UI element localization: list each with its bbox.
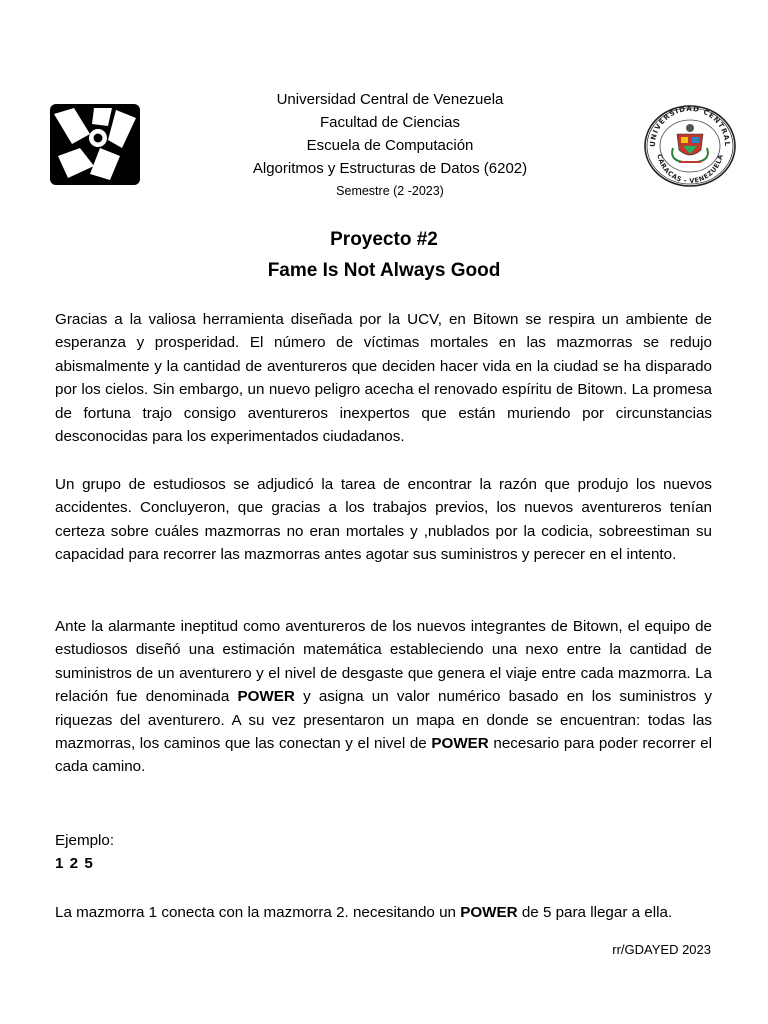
power-term: POWER — [237, 688, 295, 706]
footer-credit: rr/GDAYED 2023 — [612, 942, 711, 957]
paragraph-3-part-b: y asigna un valor numérico basado en los suministros y riquezas del aventurero. A su vez presentaron un mapa en donde se encuentran: todas las mazmorras, los caminos que las conectan y el nivel de — [55, 688, 712, 753]
power-term: POWER — [431, 735, 489, 753]
document-header — [160, 88, 620, 202]
semester-label: Semestre (2 -2023) — [336, 184, 444, 198]
paragraph-3-part-a: Ante la alarmante ineptitud como aventureros de los nuevos integrantes de Bitown, el equipo de estudiosos diseñó una estimación matemática estableciendo una nexo entre la cantidad de suministros de un aventurero y el nivel de desgaste que genera el viaje entre cada mazmorra. La relación fue denominada — [55, 618, 712, 706]
power-term: POWER — [460, 904, 518, 921]
paragraph-1: Gracias a la valiosa herramienta diseñada por la UCV, en Bitown se respira un ambiente de esperanza y prosperidad. El número de víctimas mortales en las mazmorras se redujo abismalmente y la cantidad de aventureros que deciden hacer vida en la ciudad se ha disparado por los cielos. Sin embargo, un nuevo peligro acecha el renovado espíritu de Bitown. La promesa de fortuna trajo consigo aventureros inexpertos que están muriendo por circunstancias desconocidas para los experimentados ciudadanos. — [55, 311, 712, 446]
school-name: Escuela de Computación — [306, 137, 474, 154]
example-values: 1 2 5 — [55, 855, 94, 873]
example-label: Ejemplo: — [55, 832, 115, 849]
example-description — [55, 901, 715, 924]
example-description-part-b: de 5 para llegar a ella. — [517, 904, 673, 921]
course-name: Algoritmos y Estructuras de Datos (6202) — [252, 160, 528, 177]
example-description-part-a: La mazmorra 1 conecta con la mazmorra 2. necesitando un — [55, 904, 461, 921]
example-block — [55, 829, 114, 876]
paragraph-3 — [55, 615, 712, 779]
svg-text:UNIVERSIDAD CENTRAL: UNIVERSIDAD CENTRAL — [648, 104, 732, 148]
project-subtitle: Fame Is Not Always Good — [267, 260, 501, 281]
title-block — [0, 224, 768, 286]
paragraph-3-part-c: necesario para poder recorrer el cada camino. — [55, 735, 712, 776]
university-seal-icon — [643, 104, 737, 188]
paragraph-2: Un grupo de estudiosos se adjudicó la tarea de encontrar la razón que produjo los nuevos accidentes. Concluyeron, que gracias a los trabajos previos, los nuevos aventureros tenían certeza sobre cuáles mazmorras no eran mortales y ,nublados por la codicia, sobreestiman su capacidad para recorrer las mazmorras antes agotar sus suministros y perecer en el intento. — [55, 476, 712, 564]
faculty-logo-icon — [50, 104, 140, 185]
faculty-name: Facultad de Ciencias — [319, 114, 461, 131]
university-name: Universidad Central de Venezuela — [276, 91, 504, 108]
svg-text:CARACAS - VENEZUELA: CARACAS - VENEZUELA — [655, 153, 725, 186]
project-title: Proyecto #2 — [330, 229, 438, 250]
